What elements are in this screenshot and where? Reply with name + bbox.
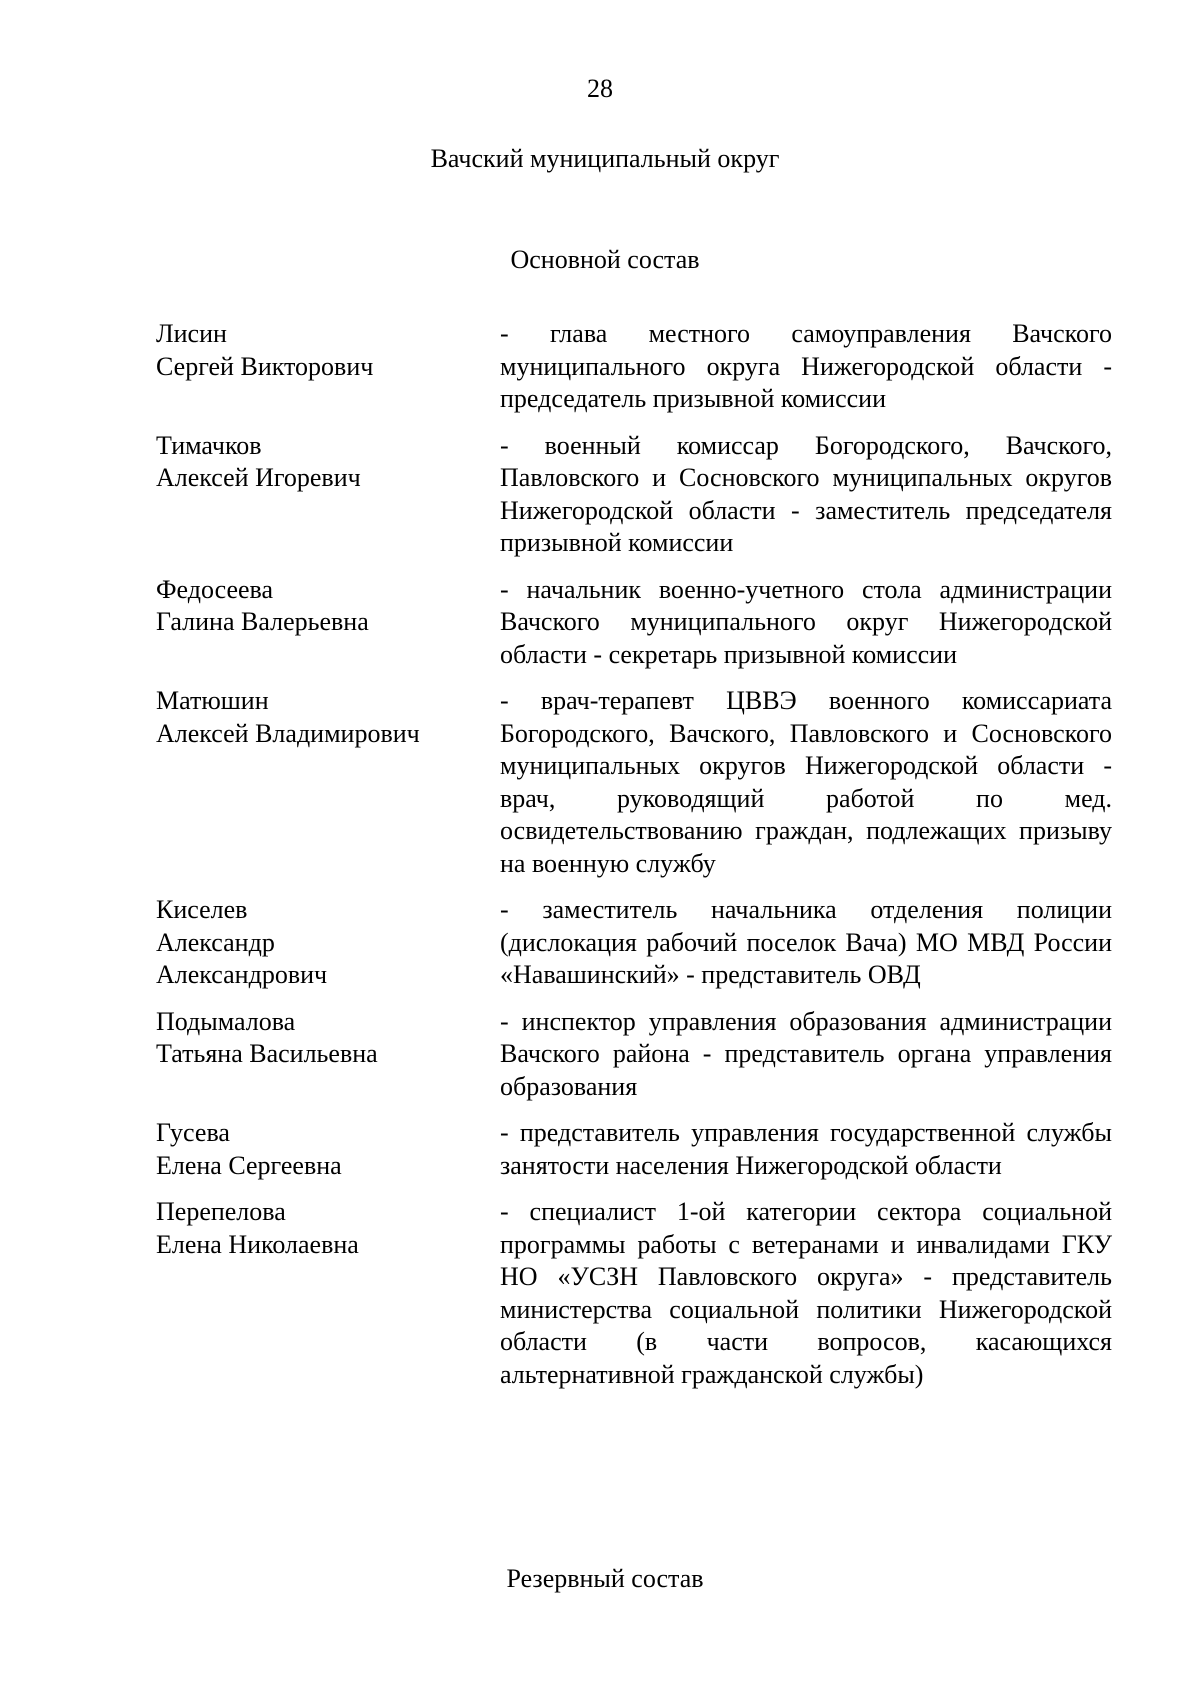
member-row (156, 318, 1112, 416)
member-name-line: Алексей Владимирович (156, 718, 420, 748)
member-name (156, 430, 500, 560)
member-name-line: Алексей Игоревич (156, 463, 361, 492)
member-name-line: Подымалова (156, 1006, 296, 1036)
member-role: - представитель управления государственной службы занятости населения Нижегородской области (500, 1118, 1112, 1180)
district-title: Вачский муниципальный округ (430, 144, 780, 173)
member-name-line: Галина Валерьевна (156, 607, 369, 636)
member-name (156, 1117, 500, 1182)
member-name-line: Киселев (156, 895, 248, 924)
main-composition-heading: Основной состав (510, 245, 700, 274)
member-name-line: Александрович (156, 960, 328, 989)
member-name (156, 1196, 500, 1391)
page-number: 28 (587, 74, 613, 103)
member-name (156, 574, 500, 672)
member-role: - глава местного самоуправления Вачского муниципального округа Нижегородской области - председатель призывной комиссии (500, 319, 1112, 413)
reserve-composition-heading: Резервный состав (506, 1564, 704, 1593)
member-name-line: Татьяна Васильевна (156, 1039, 378, 1068)
member-name-line: Сергей Викторович (156, 351, 374, 381)
member-role: - начальник военно-учетного стола администрации Вачского муниципального округ Нижегородской области - секретарь призывной комиссии (500, 574, 1112, 669)
members-list (156, 318, 1112, 1405)
member-name (156, 1006, 500, 1104)
member-name-line: Гусева (156, 1118, 230, 1147)
member-name-line: Матюшин (156, 686, 269, 715)
member-name-line: Александр (156, 927, 275, 957)
member-row (156, 894, 1112, 992)
member-name-line: Тимачков (156, 430, 262, 460)
member-role: - инспектор управления образования администрации Вачского района - представитель органа управления образования (500, 1006, 1112, 1101)
member-row (156, 1196, 1112, 1391)
member-name-line: Елена Николаевна (156, 1229, 359, 1259)
member-name-line: Лисин (156, 319, 227, 348)
member-name (156, 685, 500, 880)
member-name (156, 318, 500, 416)
member-role: - специалист 1-ой категории сектора социальной программы работы с ветеранами и инвалидами ГКУ НО «УСЗН Павловского округа» - представитель министерства социальной политики Нижегородской области (в части вопросов, касающихся альтернативной гражданской службы) (500, 1197, 1112, 1389)
member-row (156, 430, 1112, 560)
member-role: - врач-терапевт ЦВВЭ военного комиссариата Богородского, Вачского, Павловского и Сосновского муниципальных округов Нижегородской области - врач, руководящий работой по мед. освидетельствованию граждан, подлежащих призыву на военную службу (500, 686, 1112, 878)
member-row (156, 1006, 1112, 1104)
member-name-line: Перепелова (156, 1197, 286, 1226)
member-name-line: Елена Сергеевна (156, 1150, 342, 1180)
member-name (156, 894, 500, 992)
member-role: - заместитель начальника отделения полиции (дислокация рабочий поселок Вача) МО МВД России «Навашинский» - представитель ОВД (500, 895, 1112, 989)
member-name-line: Федосеева (156, 574, 274, 604)
member-row (156, 685, 1112, 880)
member-row (156, 574, 1112, 672)
member-row (156, 1117, 1112, 1182)
member-role: - военный комиссар Богородского, Вачского, Павловского и Сосновского муниципальных округов Нижегородской области - заместитель председателя призывной комиссии (500, 430, 1112, 557)
